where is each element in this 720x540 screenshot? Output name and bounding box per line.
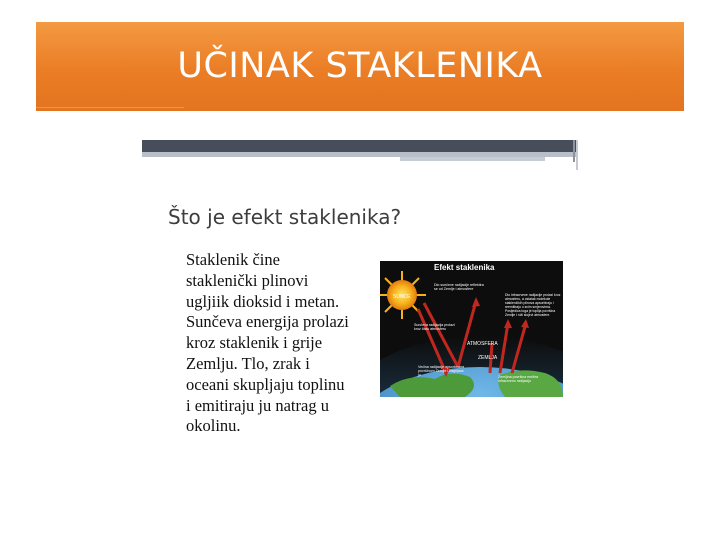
- caption-absorbed-box: [505, 293, 561, 341]
- caption-surface: Većina radijacije apsorbirana površinom Zemlje i zagrijava ju: [418, 365, 464, 378]
- title-bar: [36, 22, 684, 111]
- caption-reflect-box: [434, 283, 484, 307]
- body-line: i emitiraju ju natrag u: [186, 395, 329, 415]
- body-line: Zemlju. Tlo, zrak i: [186, 353, 310, 373]
- caption-emitted-box: [498, 375, 548, 393]
- frame-edge: [573, 140, 575, 162]
- caption-emitted: Zemljina površina emitira infracrvenu radijaciju: [498, 375, 538, 384]
- body-paragraph: [186, 250, 378, 437]
- atmosphere-label: ATMOSFERA: [467, 341, 498, 347]
- title-underline: [36, 107, 184, 108]
- embedded-slide-frame: [142, 140, 578, 162]
- diagram-svg: [380, 261, 563, 397]
- frame-edge-outer: [576, 140, 578, 170]
- caption-absorbed: Dio infracrvene radijacije prolazi kroz atmosferu, a ostatak molekule stakleničkih plinova apsorbiraju i reemitiraju u svim smjerovima. Posljedica toga je toplija površina Zemlje i niži slojevi atmosfere.: [505, 293, 561, 317]
- body-line: kroz staklenik i grije: [186, 333, 323, 353]
- body-line: Staklenik čine: [186, 250, 280, 269]
- body-line: okolinu.: [186, 416, 241, 436]
- caption-surface-box: [418, 365, 464, 387]
- caption-incoming-box: [414, 323, 458, 343]
- body-line: staklenički plinovi: [186, 270, 309, 290]
- question-heading: Što je efekt staklenika?: [168, 205, 402, 229]
- body-line: ugljiik dioksid i metan.: [186, 291, 340, 311]
- body-line: Sunčeva energija prolazi: [186, 312, 349, 332]
- caption-reflect: Dio sunčeve radijacije reflektira se od Zemlje i atmosfere: [434, 283, 484, 292]
- frame-tab: [400, 157, 545, 161]
- greenhouse-effect-diagram: [380, 261, 563, 397]
- frame-dark-band: [142, 140, 578, 152]
- earth-label: ZEMLJA: [478, 355, 498, 361]
- sun-label: SUNCE: [393, 294, 411, 300]
- figure-title: Efekt staklenika: [434, 263, 495, 272]
- caption-incoming: Sunčeva radijacija prolazi kroz čistu atmosferu: [414, 323, 455, 332]
- body-line: oceani skupljaju toplinu: [186, 374, 345, 394]
- slide-title: UČINAK STAKLENIKA: [177, 45, 543, 86]
